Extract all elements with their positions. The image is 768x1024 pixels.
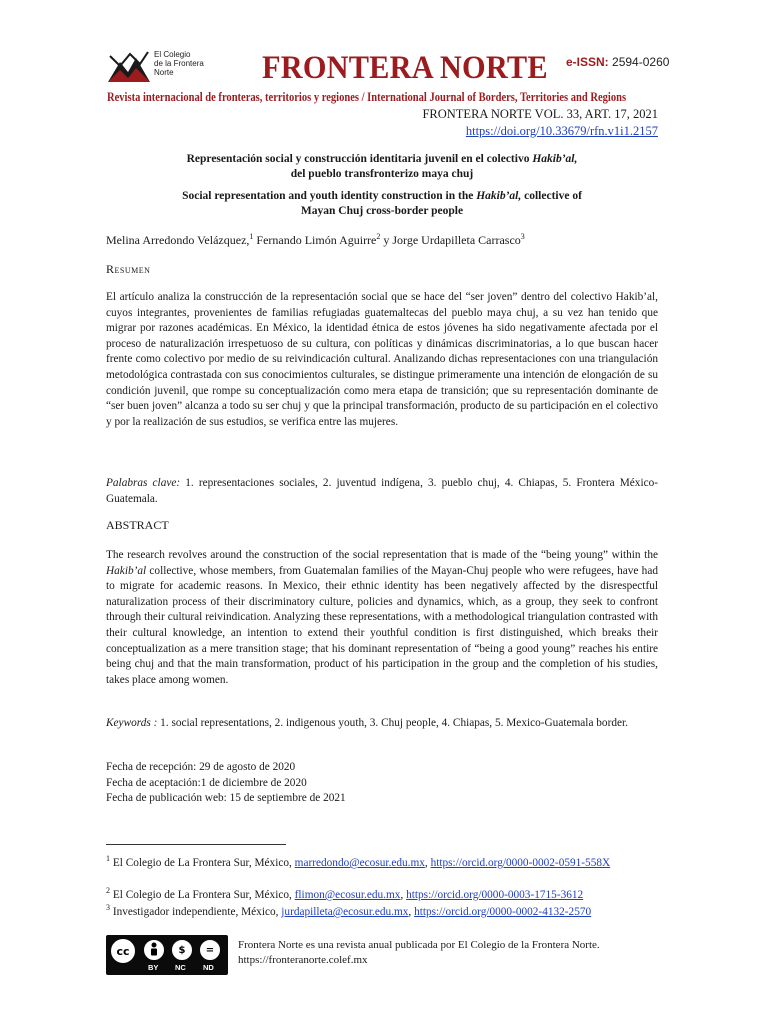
- orcid-link[interactable]: https://orcid.org/0000-0003-1715-3612: [406, 888, 584, 901]
- journal-title: FRONTERA NORTE: [262, 50, 548, 86]
- logo-line: Norte: [154, 68, 174, 77]
- footnote-2: [106, 884, 658, 902]
- footer-note: [238, 938, 600, 968]
- footnote-num: 1: [106, 854, 110, 863]
- footnote-text: El Colegio de La Frontera Sur, México,: [110, 856, 295, 869]
- title-spanish: [106, 152, 658, 182]
- logo-line: El Colegio: [154, 50, 191, 59]
- title-en-line1: [106, 189, 658, 204]
- non-commercial-icon: $: [170, 938, 194, 962]
- footnote-divider: [106, 844, 286, 845]
- orcid-link[interactable]: https://orcid.org/0000-0002-4132-2570: [414, 905, 592, 918]
- keywords-en: 1. social representations, 2. indigenous youth, 3. Chuj people, 4. Chiapas, 5. Mexico-Guatemala border.: [157, 717, 628, 729]
- keywords-es: 1. representaciones sociales, 2. juventud indígena, 3. pueblo chuj, 4. Chiapas, 5. Frontera México-Guatemala.: [106, 477, 659, 505]
- title-es-line1: [106, 152, 658, 167]
- email-link[interactable]: flimon@ecosur.edu.mx: [294, 888, 401, 901]
- colef-logo: [106, 48, 152, 88]
- title-es-line2: del pueblo transfronterizo maya chuj: [290, 168, 474, 180]
- footnote-1: [106, 852, 658, 870]
- abstract-em: Hakib’al: [106, 564, 147, 577]
- no-derivatives-icon: =: [198, 938, 222, 962]
- footnote-text: El Colegio de La Frontera Sur, México,: [110, 888, 295, 901]
- abstract-text-b: collective, whose members, from Guatemalan families of the Mayan-Chuj people who were refugees, have had to migrate for academic reasons. In Mexico, their ethnic identity has been negatively affected by the disrespectful naturalization process of their discriminatory culture, policies and dynamics, which, as a group, they seek to confront through their cultural reivindication. Analyzing these representations, with a methodological triangulation contrasted with their cultural knowledge, an intention to extend their youthful condition is first distinguished, which breaks their conceptualization as a mere transition stage; that his dominant representation of “being a good young” reaches his entire being chuj and that the main transformation, product of his participation in the group and the completion of his studies, takes place among women.: [106, 564, 658, 686]
- cc-icon: cc: [109, 937, 137, 965]
- footnote-num: 2: [106, 886, 110, 895]
- author-1: Melina Arredondo Velázquez,: [106, 233, 250, 247]
- keywords-en-label: Keywords :: [106, 717, 158, 729]
- title-en-text-b: collective of: [521, 190, 582, 202]
- abstract-text: The research revolves around the construction of the social representation that is made of the “being young” within the: [106, 549, 658, 561]
- logo-text: [154, 50, 204, 77]
- keywords-es-label: Palabras clave:: [106, 477, 181, 489]
- dates: [106, 760, 346, 807]
- footer-line1: Frontera Norte es una revista anual publicada por El Colegio de la Frontera Norte.: [238, 939, 600, 951]
- title-en-text: Social representation and youth identity construction in the: [182, 190, 477, 202]
- issn: [566, 55, 669, 69]
- footnote-sep: ,: [400, 888, 407, 901]
- title-es-em: Hakib’al,: [532, 153, 578, 165]
- abstract-heading: ABSTRACT: [106, 518, 169, 532]
- author-1-ref: 1: [249, 232, 254, 241]
- resumen-body: El artículo analiza la construcción de la representación social que se hace del “ser joven” dentro del colectivo Hakib’al, cuyos integrantes, provenientes de familias refugiadas guatemaltecas del pueblo maya chuj, a su vez han tenido que migrar por razones académicas. En México, la identidad étnica de estos jóvenes ha sido negativamente afectada por el proceso de naturalización irrespetuoso de su cultura, con políticas y dinámicas discriminatorias, a lo que buscan hacer frente como colectivo por medio de su reivindicación cultural. Analizando dichas representaciones con una triangulación metodológica contrastada con sus conocimientos culturales, se distingue primeramente una intención de elongación de su condición juvenil, que rompe su conceptualización como mera etapa de transición; que su representación dominante de “ser buen joven” alcanza a todo su ser chuj y que la principal transformación, producto de su participación en el colectivo y por la realización de sus estudios, se verifica entre las mujeres.: [106, 291, 658, 428]
- footnote-sep: ,: [424, 856, 431, 869]
- email-link[interactable]: jurdapilleta@ecosur.edu.mx: [281, 905, 409, 918]
- resumen-keywords: [106, 476, 658, 507]
- date-accepted: Fecha de aceptación:1 de diciembre de 2020: [106, 776, 307, 789]
- footnote-3: [106, 901, 658, 919]
- cc-license-badge[interactable]: [106, 935, 228, 975]
- title-english: [106, 189, 658, 219]
- footnote-num: 3: [106, 903, 110, 912]
- footnote-text: Investigador independiente, México,: [110, 905, 282, 918]
- abstract-keywords: [106, 716, 658, 732]
- title-en-line2: Mayan Chuj cross-border people: [300, 205, 464, 217]
- author-2-ref: 2: [376, 232, 381, 241]
- author-3-ref: 3: [520, 232, 525, 241]
- author-3: y Jorge Urdapilleta Carrasco: [380, 233, 521, 247]
- journal-subtitle: Revista internacional de fronteras, territorios y regiones / International Journal of Borders, Territories and Regions: [107, 89, 627, 104]
- logo-line: de la Frontera: [154, 59, 204, 68]
- author-2: Fernando Limón Aguirre: [253, 233, 377, 247]
- by-label: BY: [148, 963, 159, 972]
- title-es-text: Representación social y construcción identitaria juvenil en el colectivo: [186, 153, 533, 165]
- orcid-link[interactable]: https://orcid.org/0000-0002-0591-558X: [430, 856, 611, 869]
- doi-link[interactable]: https://doi.org/10.33679/rfn.v1i1.2157: [465, 124, 658, 138]
- issn-label: e-ISSN:: [566, 55, 609, 69]
- title-en-em: Hakib’al,: [476, 190, 522, 202]
- abstract-body: [106, 548, 658, 688]
- authors: [106, 232, 525, 248]
- mountain-logo-icon: [106, 48, 152, 88]
- resumen-heading: Resumen: [106, 262, 151, 276]
- person-icon: [142, 938, 166, 962]
- footer-url[interactable]: https://fronteranorte.colef.mx: [238, 954, 368, 966]
- date-received: Fecha de recepción: 29 de agosto de 2020: [106, 761, 296, 773]
- footnote-sep: ,: [408, 905, 415, 918]
- issn-value: 2594-0260: [612, 55, 670, 69]
- date-published: Fecha de publicación web: 15 de septiembre de 2021: [106, 792, 346, 805]
- volume-info: FRONTERA NORTE VOL. 33, ART. 17, 2021: [422, 107, 658, 121]
- email-link[interactable]: marredondo@ecosur.edu.mx: [294, 856, 425, 869]
- nd-label: ND: [203, 963, 214, 972]
- by-icon: [144, 940, 164, 960]
- nc-label: NC: [175, 963, 186, 972]
